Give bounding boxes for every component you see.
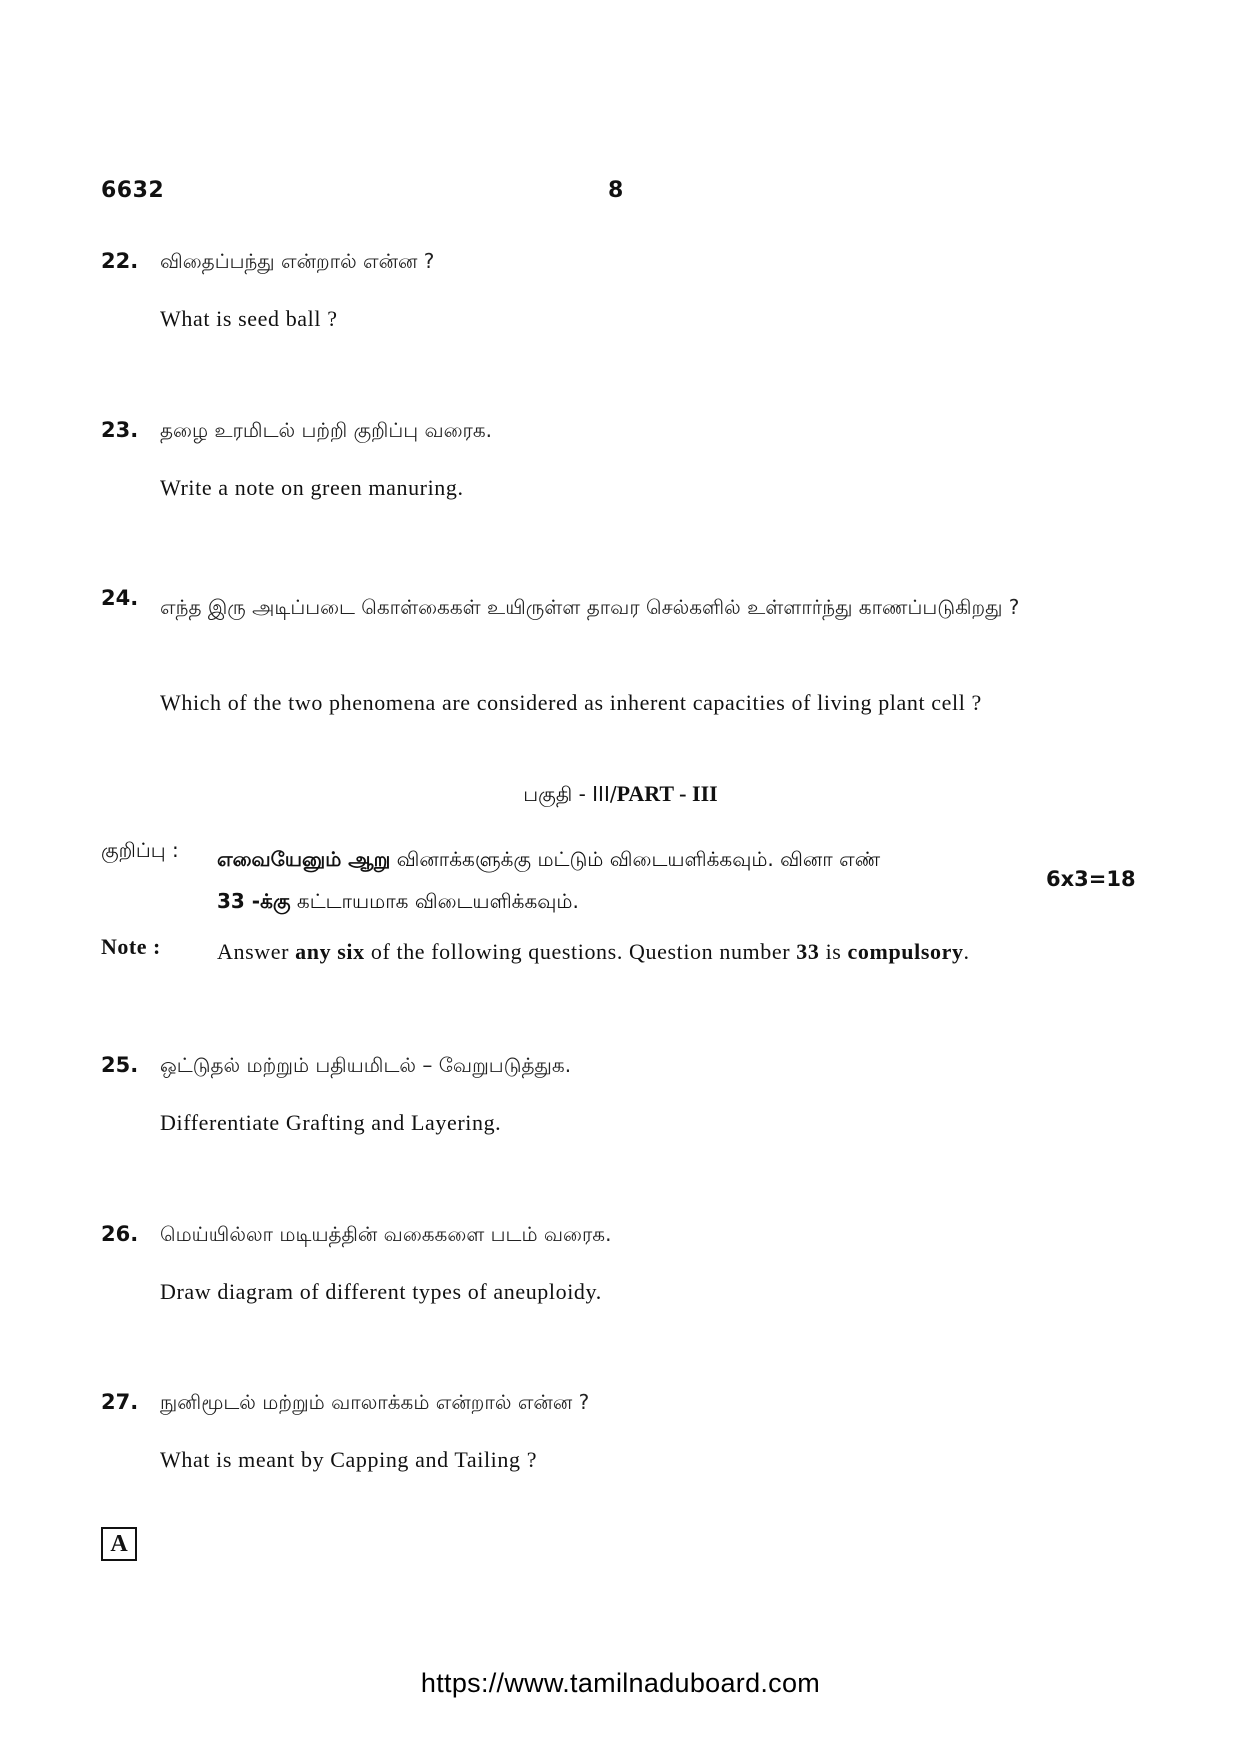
note-part: Answer <box>217 939 296 964</box>
question-english: Write a note on green manuring. <box>160 475 464 500</box>
question-tamil: தழை உரமிடல் பற்றி குறிப்பு வரைக. <box>160 418 493 442</box>
marks-scheme: 6x3=18 <box>1046 867 1136 891</box>
question-tamil: ஒட்டுதல் மற்றும் பதியமிடல் – வேறுபடுத்துக. <box>160 1053 572 1077</box>
note-label: Note : <box>101 934 161 959</box>
footer-url[interactable]: https://www.tamilnaduboard.com <box>420 1668 821 1698</box>
question-tamil: நுனிமூடல் மற்றும் வாலாக்கம் என்றால் என்ன ? <box>160 1390 590 1414</box>
booklet-version-box: A <box>101 1527 137 1561</box>
part-heading-english: PART - III <box>616 781 718 806</box>
question-english: Differentiate Grafting and Layering. <box>160 1110 502 1135</box>
question-english: Which of the two phenomena are considered as inherent capacities of living plant cell ? <box>160 690 982 715</box>
note-part: is <box>819 939 848 964</box>
question-number: 24. <box>101 586 139 610</box>
question-number: 27. <box>101 1390 139 1414</box>
tamil-note-end: கட்டாயமாக விடையளிக்கவும். <box>290 889 579 913</box>
tamil-note-bold: எவையேனும் ஆறு <box>217 847 391 871</box>
question-english: What is meant by Capping and Tailing ? <box>160 1447 538 1472</box>
page-number: 8 <box>608 178 624 203</box>
tamil-note-text <box>217 838 1087 922</box>
part-heading-tamil: பகுதி - III/ <box>523 782 617 806</box>
question-number: 25. <box>101 1053 139 1077</box>
note-part: . <box>963 939 970 964</box>
question-english: What is seed ball ? <box>160 306 338 331</box>
question-number: 22. <box>101 249 139 273</box>
question-tamil: விதைப்பந்து என்றால் என்ன ? <box>160 249 435 273</box>
note-bold: compulsory <box>847 939 964 964</box>
question-tamil: மெய்யில்லா மடியத்தின் வகைகளை படம் வரைக. <box>160 1222 612 1246</box>
question-english: Draw diagram of different types of aneuploidy. <box>160 1279 602 1304</box>
note-bold: any six <box>295 939 365 964</box>
note-bold: 33 <box>796 939 820 964</box>
question-tamil: எந்த இரு அடிப்படை கொள்கைகள் உயிருள்ள தாவர செல்களில் உள்ளார்ந்து காணப்படுகிறது ? <box>160 595 1020 619</box>
tamil-note-number: 33 -க்கு <box>217 889 291 913</box>
note-part: of the following questions. Question number <box>364 939 797 964</box>
tamil-note-label: குறிப்பு : <box>101 838 179 862</box>
question-number: 26. <box>101 1222 139 1246</box>
paper-code: 6632 <box>101 178 165 203</box>
part-heading <box>0 781 1241 809</box>
question-number: 23. <box>101 418 139 442</box>
tamil-note-mid: வினாக்களுக்கு மட்டும் விடையளிக்கவும். வினா எண் <box>390 847 881 871</box>
note-text <box>217 934 1087 970</box>
